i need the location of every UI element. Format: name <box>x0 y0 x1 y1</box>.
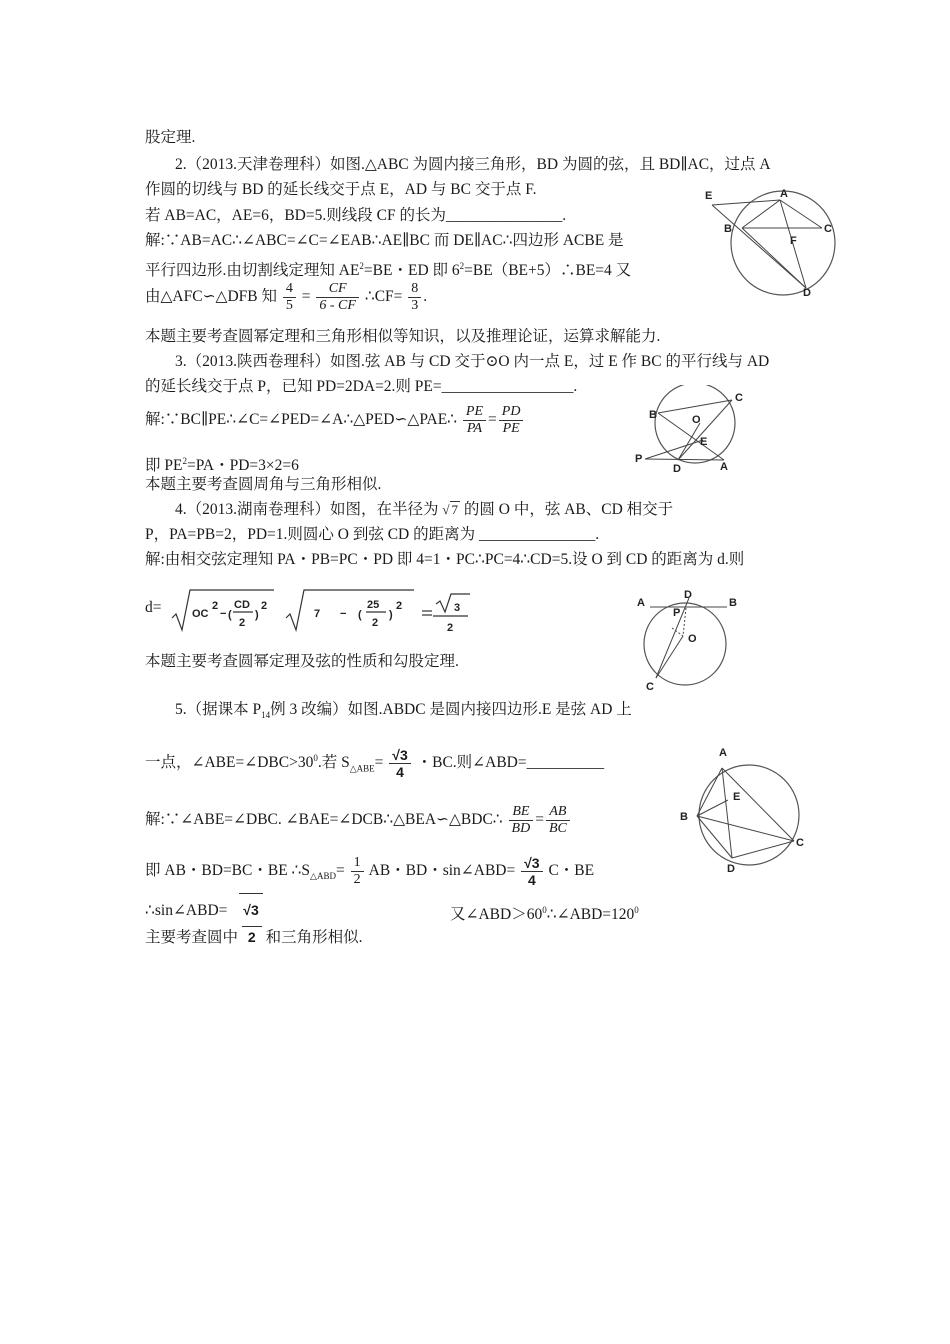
label-D: D <box>684 589 692 601</box>
svg-text:(: ( <box>358 609 362 621</box>
label-O: O <box>688 633 697 645</box>
label-C: C <box>796 837 804 849</box>
sqrt-7: √ 7 <box>442 502 459 517</box>
fraction: $\frac{PE}{PA}$ <box>463 404 486 437</box>
label-E: E <box>733 791 741 803</box>
formula-three: 3 <box>454 602 461 614</box>
label-B: B <box>680 811 688 823</box>
label-B: B <box>649 409 657 421</box>
formula-25: 25 <box>367 599 380 611</box>
label-D: D <box>673 463 681 475</box>
problem-3-statement-cont: 的延长线交于点 P，已知 PD=2DA=2.则 PE=_________________. <box>145 378 578 395</box>
problem-2-figure <box>700 185 840 300</box>
text-line: 股定理. <box>145 129 196 146</box>
svg-text:2: 2 <box>261 600 268 612</box>
label-C: C <box>646 681 654 690</box>
label-A: A <box>780 188 788 200</box>
problem-2-solution-cont: 平行四边形.由切割线定理知 $AE^2=BE$・ED 即 $6^2=BE(BE+5)\therefore BE=4$ 又 <box>145 261 632 280</box>
label-A: A <box>637 597 645 609</box>
fraction-denominator-2: 2 <box>242 926 262 947</box>
problem-4-figure <box>630 588 745 690</box>
problem-3-summary: 本题主要考查圆周角与三角形相似. <box>145 476 382 493</box>
problem-4-solution: 解:由相交弦定理知 PA・PB=PC・PD 即 4=1・PC∴PC=4∴CD=5.设 O 到 CD 的距离为 d.则 <box>145 551 745 568</box>
fraction: $\frac{BE}{BD}$ <box>509 804 534 837</box>
label-B: B <box>729 597 737 609</box>
svg-text:2: 2 <box>396 600 403 612</box>
problem-3-statement: 3.（2013.陕西卷理科）如图.弦 AB 与 CD 交于⊙O 内一点 E，过 E 作 BC 的平行线与 AD <box>175 353 770 370</box>
formula-seven: 7 <box>314 608 321 620</box>
problem-4-formula-label: d= <box>145 599 162 616</box>
label-D: D <box>727 863 735 875</box>
label-E: E <box>705 190 713 202</box>
label-B: B <box>724 223 732 235</box>
label-A: A <box>719 747 727 759</box>
problem-2-question: 若 AB=AC，AE=6，BD=5.则线段 CF 的长为_______________. <box>145 207 567 224</box>
label-A: A <box>720 461 728 473</box>
problem-5-summary: 主要考查圆中 2 和三角形相似. <box>145 926 362 948</box>
svg-text:2: 2 <box>372 617 379 629</box>
svg-text:2: 2 <box>447 622 454 634</box>
label-P: P <box>673 607 681 619</box>
problem-4-summary: 本题主要考查圆幂定理及弦的性质和勾股定理. <box>145 653 459 670</box>
label-C: C <box>824 223 832 235</box>
svg-text:2: 2 <box>239 617 246 629</box>
problem-3-figure <box>630 385 780 475</box>
svg-text:): ) <box>255 609 259 621</box>
label-P: P <box>635 453 643 465</box>
problem-5-question: 一点，$\angle ABE=\angle DBC>30^0$.若 $S_{\triangle ABE}=$ $\frac{√3}{4}$ ・BC.则∠ABD=__________ <box>145 747 605 781</box>
svg-text:): ) <box>389 609 393 621</box>
problem-2-summary: 本题主要考查圆幂定理和三角形相似等知识，以及推理论证，运算求解能力. <box>145 328 661 345</box>
problem-4-statement-cont: P，PA=PB=2，PD=1.则圆心 O 到弦 CD 的距离为 _______________. <box>145 526 600 543</box>
label-O: O <box>692 414 701 426</box>
formula-oc: OC <box>192 608 209 620</box>
problem-5-figure <box>675 740 815 880</box>
label-C: C <box>735 392 743 404</box>
svg-text:−: − <box>340 608 347 620</box>
distance-formula <box>168 586 478 636</box>
label-D: D <box>803 287 811 299</box>
problem-5-conclusion: ∴sin∠ABD= √3 <box>145 893 263 927</box>
fraction: $\frac{8}{3}$ <box>408 281 421 314</box>
problem-2-solution-fractions: 由△AFC∽△DFB 知 $\frac{4}{5}$ = $\frac{CF}{6 - CF}$ ∴CF= $\frac{8}{3}$ . <box>145 280 428 313</box>
fraction: $\frac{AB}{BC}$ <box>546 804 570 837</box>
problem-5-solution-cont: 即 AB・BD=BC・BE $\therefore S_{\triangle ABD}=$ $\frac{1}{2}$ AB・BD・sin∠ABD= $\frac{√3}{4}$ C・BE <box>145 854 595 888</box>
problem-2-statement-cont: 作圆的切线与 BD 的延长线交于点 E，AD 与 BC 交于点 F. <box>145 181 537 198</box>
fraction: $\frac{4}{5}$ <box>283 281 296 314</box>
problem-5-conclusion-right: 又$\angle ABD>60^0\therefore\angle ABD=120^0$ <box>450 905 639 924</box>
problem-4-statement: 4.（2013.湖南卷理科）如图，在半径为 √ 7 的圆 O 中，弦 AB、CD 相交于 <box>175 501 674 518</box>
svg-text:2: 2 <box>212 600 219 612</box>
fraction: $\frac{CF}{6 - CF}$ <box>316 281 359 314</box>
fraction-sqrt3-over-4: $\frac{√3}{4}$ <box>521 855 542 888</box>
formula-cd: CD <box>234 599 250 611</box>
svg-text:(: ( <box>228 609 232 621</box>
label-F: F <box>790 235 797 247</box>
fraction-sqrt3-over-4: $\frac{√3}{4}$ <box>389 747 410 780</box>
problem-3-solution-cont: 即 $PE^2=PA$・PD=3×2=6 <box>145 456 299 475</box>
problem-2-statement: 2.（2013.天津卷理科）如图.△ABC 为圆内接三角形，BD 为圆的弦，且 BD∥AC，过点 A <box>175 156 771 173</box>
fraction: $\frac{PD}{PE}$ <box>499 404 524 437</box>
fraction-half: $\frac{1}{2}$ <box>351 855 364 888</box>
problem-2-solution: 解:∵AB=AC∴∠ABC=∠C=∠EAB∴AE∥BC 而 DE∥AC∴四边形 ACBE 是 <box>145 232 624 249</box>
problem-5-solution: 解:∵∠ABE=∠DBC. ∠BAE=∠DCB∴△BEA∽△BDC∴ $\frac{BE}{BD}$ = $\frac{AB}{BC}$ <box>145 800 572 840</box>
sqrt-3: √3 <box>239 893 262 926</box>
label-E: E <box>700 436 708 448</box>
problem-5-statement: 5.（据课本 $P_{14}$例 3 改编）如图.ABDC 是圆内接四边形.E 是弦 AD 上 <box>175 701 632 721</box>
svg-text:−: − <box>220 608 227 620</box>
problem-3-solution: 解:∵BC∥PE∴∠C=∠PED=∠A∴△PED∽△PAE∴ $\frac{PE}{PA}$ = $\frac{PD}{PE}$ <box>145 402 525 438</box>
